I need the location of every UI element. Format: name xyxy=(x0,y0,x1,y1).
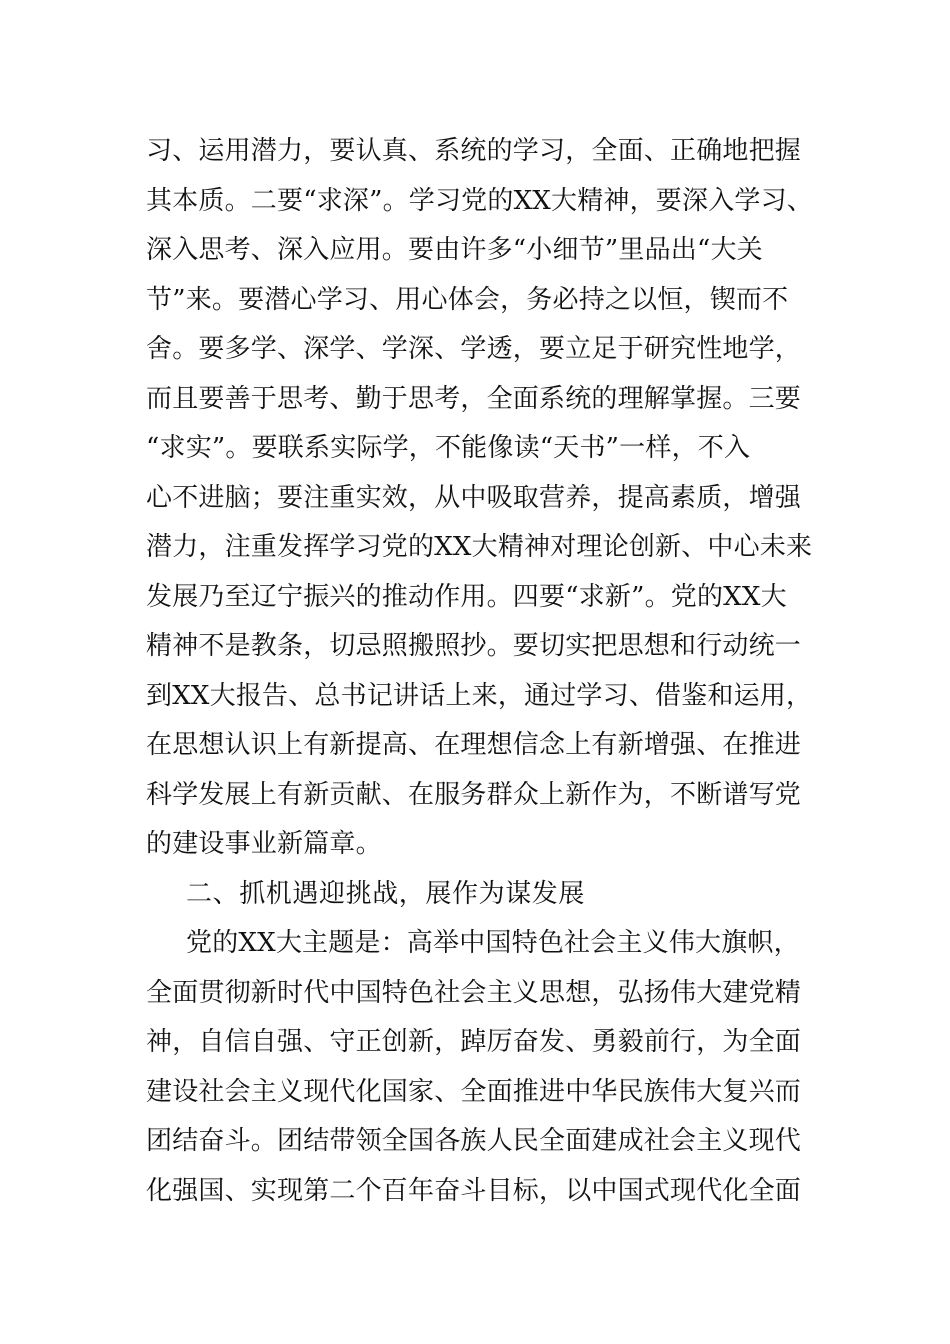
text-line: 而且要善于思考、勤于思考，全面系统的理解掌握。三要 xyxy=(146,383,802,414)
text-line: “求实”。要联系实际学，不能像读“天书”一样，不入 xyxy=(146,433,751,463)
paragraph-first-line: 党的XX大主题是：高举中国特色社会主义伟大旗帜， xyxy=(186,928,800,958)
text-line: 到XX大报告、总书记讲话上来，通过学习、借鉴和运用， xyxy=(146,680,813,711)
section-heading: 二、抓机遇迎挑战，展作为谋发展 xyxy=(186,878,586,909)
text-line: 建设社会主义现代化国家、全面推进中华民族伟大复兴而 xyxy=(146,1076,802,1107)
text-line: 的建设事业新篇章。 xyxy=(146,829,382,859)
text-line: 科学发展上有新贡献、在服务群众上新作为，不断谱写党 xyxy=(146,779,802,810)
text-line: 全面贯彻新时代中国特色社会主义思想，弘扬伟大建党精 xyxy=(146,977,802,1008)
text-line: 在思想认识上有新提高、在理想信念上有新增强、在推进 xyxy=(146,730,802,760)
text-line: 节”来。要潜心学习、用心体会，务必持之以恒，锲而不 xyxy=(146,284,789,315)
text-line: 神，自信自强、守正创新，踔厉奋发、勇毅前行，为全面 xyxy=(146,1027,802,1057)
text-line: 发展乃至辽宁振兴的推动作用。四要“求新”。党的XX大 xyxy=(146,581,787,612)
text-line: 潜力，注重发挥学习党的XX大精神对理论创新、中心未来 xyxy=(146,532,813,562)
text-line: 心不进脑；要注重实效，从中吸取营养，提高素质，增强 xyxy=(146,482,802,513)
text-line: 舍。要多学、深学、学深、学透，要立足于研究性地学， xyxy=(146,334,802,364)
text-line: 精神不是教条，切忌照搬照抄。要切实把思想和行动统一 xyxy=(146,631,802,661)
text-line: 团结奋斗。团结带领全国各族人民全面建成社会主义现代 xyxy=(146,1126,802,1156)
text-line: 习、运用潜力，要认真、系统的学习，全面、正确地把握 xyxy=(146,136,802,166)
text-line: 深入思考、深入应用。要由许多“小细节”里品出“大关 xyxy=(146,235,763,265)
body-text xyxy=(146,127,826,1216)
text-line: 其本质。二要“求深”。学习党的XX大精神，要深入学习、 xyxy=(146,185,814,216)
text-line: 化强国、实现第二个百年奋斗目标，以中国式现代化全面 xyxy=(146,1175,802,1206)
